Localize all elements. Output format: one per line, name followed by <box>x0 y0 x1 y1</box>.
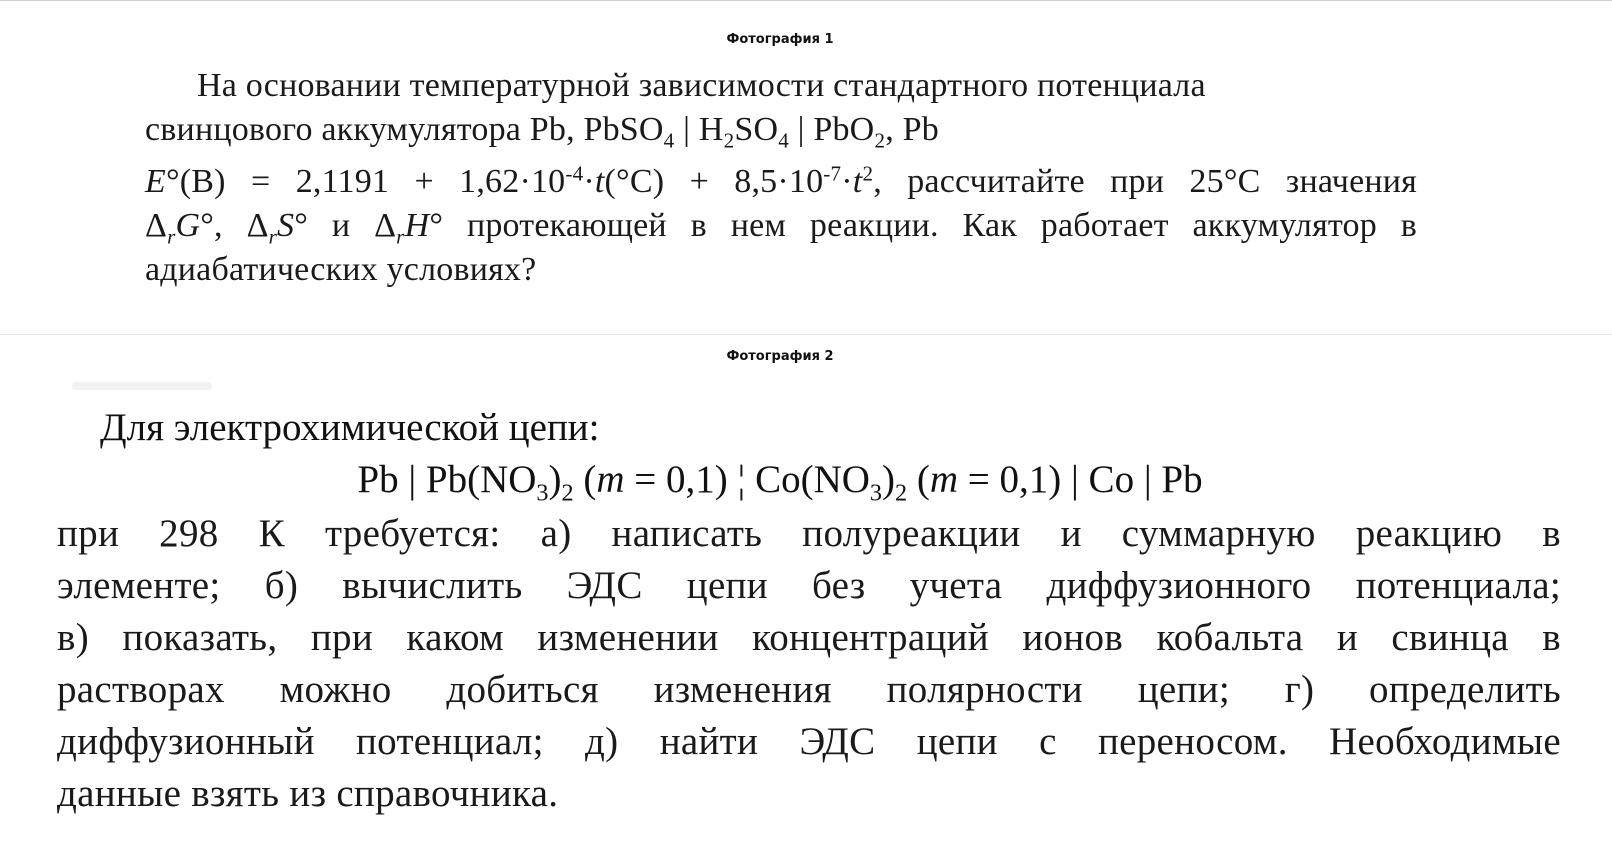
p1-l4-G: G <box>175 207 201 244</box>
p1-eq-d: · <box>841 163 853 200</box>
p1-eq-exp1: -4 <box>565 161 584 186</box>
p1-l4-r1: r <box>167 224 176 249</box>
chain-s3: 3 <box>869 479 882 507</box>
p1-line-2 <box>145 108 1417 152</box>
p1-eq-e: , рассчитайте при 25°С значения <box>873 163 1417 200</box>
p1-l4-S: S <box>277 207 295 244</box>
p1-l4-H: H <box>404 207 430 244</box>
faded-header-remnant <box>72 382 212 390</box>
p1-l2-b: | H <box>674 111 724 148</box>
p1-l4-b: °, Δ <box>200 207 269 244</box>
p1-line-4 <box>145 204 1417 248</box>
p1-l2-sub4: 2 <box>874 128 886 153</box>
p1-l4-a: Δ <box>145 207 168 244</box>
p1-eq-t1: t <box>594 163 605 200</box>
p2-line-4: растворах можно добиться изменения полярности цепи; г) определить <box>57 668 1561 711</box>
chain-a: Pb | Pb(NO <box>357 458 537 501</box>
chain-b: ) <box>548 458 562 501</box>
p1-l2-sub2: 2 <box>723 128 735 153</box>
chain-g: = 0,1) | Co | Pb <box>958 458 1203 501</box>
p1-l4-r2: r <box>268 224 278 249</box>
p1-l2-a: свинцового аккумулятора Pb, PbSO <box>145 111 664 148</box>
p1-l4-c: ° и Δ <box>294 207 397 244</box>
p1-eq-E: E <box>145 163 166 200</box>
chain-m2: m <box>929 458 959 501</box>
chain-s1: 3 <box>536 479 549 507</box>
top-border <box>0 0 1612 1</box>
p1-line-5-text: адиабатических условиях? <box>145 251 537 288</box>
p1-eq-exp3: 2 <box>862 161 874 186</box>
p1-l2-d: | PbO <box>788 111 875 148</box>
p2-line-5: диффузионный потенциал; д) найти ЭДС цепи с переносом. Необходимые <box>57 720 1561 763</box>
p1-eq-t2: t <box>852 163 863 200</box>
p2-intro: Для электрохимической цепи: <box>100 406 600 449</box>
photo-2-text <box>57 508 1561 820</box>
chain-s4: 2 <box>895 479 908 507</box>
p1-l2-sub3: 4 <box>778 128 789 153</box>
p1-eq-c: (°C) + 8,5·10 <box>604 163 824 200</box>
p2-line-1: при 298 К требуется: а) написать полуреакции и суммарную реакцию в <box>57 512 1561 555</box>
p1-line-3 <box>145 160 1417 204</box>
chain-c: ( <box>573 458 597 501</box>
p1-line-5 <box>145 248 1417 292</box>
photo-2-caption: Фотография 2 <box>726 349 834 364</box>
photo-1-caption: Фотография 1 <box>726 32 834 47</box>
p2-line-3: в) показать, при каком изменении концентраций ионов кобальта и свинца в <box>57 616 1561 659</box>
chain-d: = 0,1) ¦ Co(NO <box>624 458 870 501</box>
p1-line-1-text: На основании температурной зависимости стандартного потенциала <box>197 67 1206 104</box>
p1-eq-a: °(B) = 2,1191 + 1,62·10 <box>165 163 566 200</box>
p2-line-6: данные взять из справочника. <box>57 772 559 815</box>
photo-1-text <box>145 64 1417 292</box>
p1-l2-c: SO <box>734 111 779 148</box>
chain-m1: m <box>596 458 625 501</box>
chain-s2: 2 <box>561 479 574 507</box>
p2-chain <box>0 454 1560 506</box>
p2-line-2: элементе; б) вычислить ЭДС цепи без учета диффузионного потенциала; <box>57 564 1561 607</box>
chain-f: ( <box>907 458 930 501</box>
p1-l2-sub1: 4 <box>663 128 675 153</box>
p1-eq-b: · <box>583 163 595 200</box>
photo-divider <box>0 334 1612 335</box>
p1-l4-r3: r <box>396 224 405 249</box>
p1-l4-d: ° протекающей в нем реакции. Как работает аккумулятор в <box>429 207 1417 244</box>
p1-eq-exp2: -7 <box>823 161 842 186</box>
chain-e: ) <box>882 458 895 501</box>
p1-line-1 <box>145 64 1417 108</box>
p1-l2-e: , Pb <box>885 111 939 148</box>
